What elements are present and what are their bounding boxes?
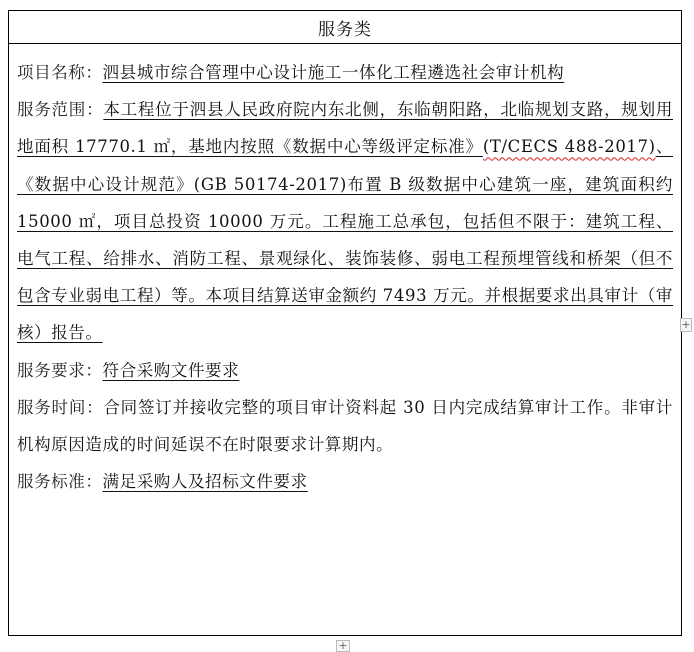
service-scope-row	[17, 91, 673, 351]
project-name-label: 项目名称：	[17, 63, 103, 82]
service-time-row	[17, 389, 673, 463]
service-requirement-row	[17, 352, 673, 389]
service-scope-standard-code: (T/CECS 488-2017)	[482, 137, 656, 157]
service-scope-value-part1: 本工程位于泗县人民政府院内东北侧，东临朝阳路，北临规划支路，规划用地面积 17770.1 ㎡，基地内按照《数据中心等级评定标准》	[17, 100, 673, 157]
service-requirement-value: 符合采购文件要求	[102, 360, 240, 380]
service-requirement-label: 服务要求：	[17, 360, 103, 380]
service-time-label: 服务时间：	[17, 397, 104, 417]
service-standard-value: 满足采购人及招标文件要求	[102, 472, 308, 492]
table-header-text: 服务类	[318, 19, 372, 40]
project-name-value: 泗县城市综合管理中心设计施工一体化工程遴选社会审计机构	[102, 63, 565, 82]
service-scope-value-part2: 、《数据中心设计规范》(GB 50174-2017)布置 B 级数据中心建筑一座，建筑面积约 15000 ㎡，项目总投资 10000 万元。工程施工总承包，包括但不限于：建筑工程、电气工程、给排水、消防工程、景观绿化、装饰装修、弱电工程预埋管线和桥架（但不包含专业弱电工程）等。本项目结算送审金额约 7493 万元。并根据要求出具审计（审核）报告。	[17, 137, 673, 343]
service-scope-label: 服务范围：	[17, 100, 104, 120]
add-column-button[interactable]: +	[681, 318, 691, 331]
service-standard-label: 服务标准：	[17, 472, 103, 492]
add-row-button[interactable]: +	[336, 640, 350, 652]
service-table	[8, 10, 682, 636]
project-name-row	[17, 54, 673, 91]
table-content-cell[interactable]	[9, 44, 681, 500]
service-time-value: 合同签订并接收完整的项目审计资料起 30 日内完成结算审计工作。非审计机构原因造成的时间延误不在时限要求计算期内。	[17, 397, 673, 455]
table-header-cell	[9, 11, 681, 44]
service-standard-row	[17, 463, 673, 500]
